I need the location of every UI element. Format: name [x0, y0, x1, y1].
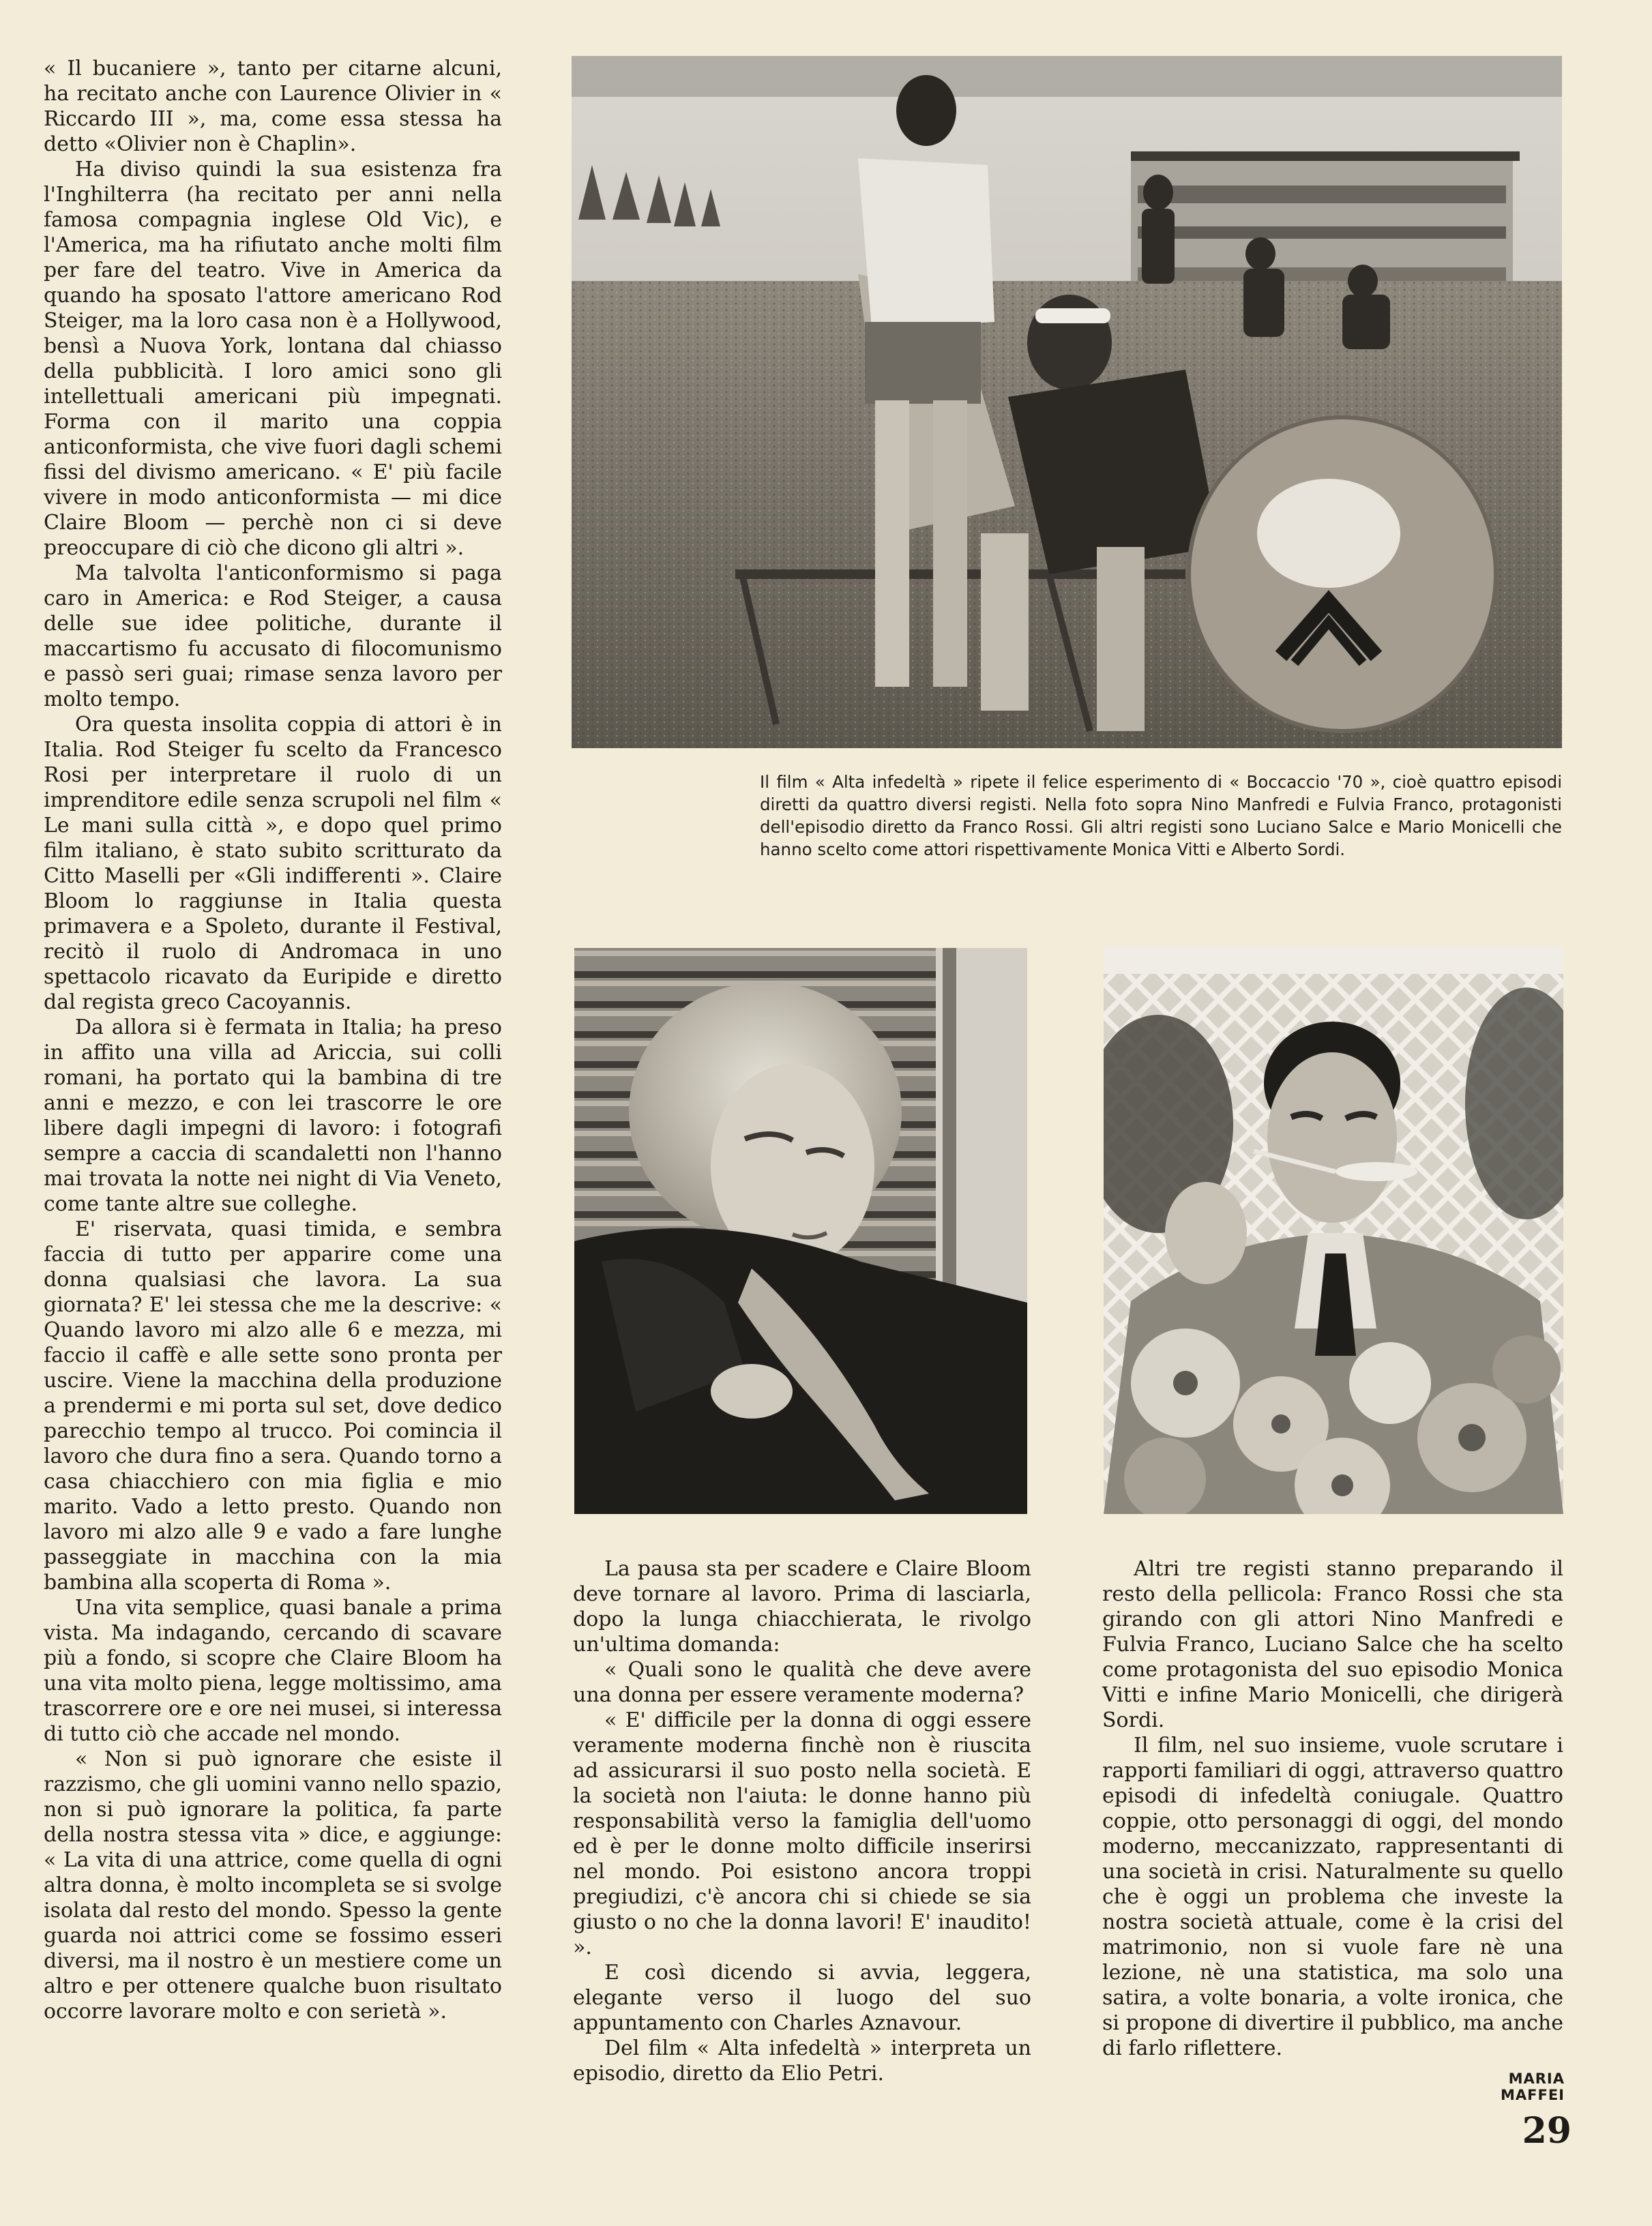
author-byline: MARIA MAFFEI: [1501, 2071, 1565, 2103]
article-paragraph: Del film « Alta infedeltà » interpreta un episodio, diretto da Elio Petri.: [573, 2036, 1031, 2086]
article-column-middle: [573, 1556, 1031, 2086]
article-paragraph: E' riservata, quasi timida, e sembra faccia di tutto per apparire come una donna qualsiasi che lavora. La sua giornata? E' lei stessa che me la descrive: « Quando lavoro mi alzo alle 6 e mezza, mi faccio il caffè e alle sette sono pronta per uscire. Viene la macchina della produzione a prendermi e mi porta sul set, dove dedico parecchio tempo al trucco. Poi comincia il lavoro che dura fino a sera. Quando torno a casa chiacchiero con mia figlia e mio marito. Vado a letto presto. Quando non lavoro mi alzo alle 9 e vado a fare lunghe passeggiate in macchina con la mia bambina alla scoperta di Roma ».: [44, 1217, 502, 1594]
man-portrait-image: [1104, 947, 1563, 1514]
article-paragraph: « E' difficile per la donna di oggi essere veramente moderna finchè non è riuscita ad assicurarsi il suo posto nella società. E la società non l'aiuta: le donne hanno più responsabilità verso la famiglia dell'uomo ed è per le donne molto difficile inserirsi nel mondo. Poi esistono ancora troppi pregiudizi, c'è ancora chi si chiede se sia giusto o no che la donna lavori! E' inaudito! ».: [573, 1708, 1031, 1959]
article-paragraph: Da allora si è fermata in Italia; ha preso in affito una villa ad Ariccia, sui colli romani, ha portato qui la bambina di tre anni e mezzo, e con lei trascorre le ore libere dagli impegni di lavoro: i fotografi sempre a caccia di scandaletti non l'hanno mai trovata la notte nei night di Via Veneto, come tante altre sue colleghe.: [44, 1015, 502, 1216]
man-portrait-photo: [1104, 947, 1563, 1514]
article-paragraph: « Non si può ignorare che esiste il razzismo, che gli uomini vanno nello spazio, non si può ignorare la politica, fa parte della nostra stessa vita » dice, e aggiunge: « La vita di una attrice, come quella di ogni altra donna, è molto incompleta se si svolge isolata dal resto del mondo. Spesso la gente guarda noi attrici come se fossimo esseri diversi, ma il nostro è un mestiere come un altro e per ottenere qualche buon risultato occorre lavorare molto e con serietà ».: [44, 1747, 502, 2023]
article-paragraph: Ora questa insolita coppia di attori è in Italia. Rod Steiger fu scelto da Francesco Rosi per interpretare il ruolo di un imprenditore edile senza scrupoli nel film « Le mani sulla città », e dopo quel primo film italiano, è stato subito scritturato da Citto Maselli per «Gli indifferenti ». Claire Bloom lo raggiunse in Italia questa primavera e a Spoleto, durante il Festival, recitò il ruolo di Andromaca in uno spettacolo ricavato da Euripide e diretto dal regista greco Cacoyannis.: [44, 713, 502, 1014]
photo-caption: Il film « Alta infedeltà » ripete il felice esperimento di « Boccaccio '70 », cioè quattro episodi diretti da quattro diversi registi. Nella foto sopra Nino Manfredi e Fulvia Franco, protagonisti dell'episodio diretto da Franco Rossi. Gli altri registi sono Luciano Salce e Mario Monicelli che hanno scelto come attori rispettivamente Monica Vitti e Alberto Sordi.: [760, 772, 1562, 859]
article-paragraph: Il film, nel suo insieme, vuole scrutare i rapporti familiari di oggi, attraverso quattro episodi di infedeltà coniugale. Quattro coppie, otto personaggi di oggi, del mondo moderno, meccanizzato, rappresentanti di una società in crisi. Naturalmente su quello che è oggi un problema che investe la nostra società attuale, come è la crisi del matrimonio, non si vuole fare nè una lezione, nè una statistica, ma solo una satira, a volte bonaria, a volte ironica, che si propone di divertire il pubblico, ma anche di farlo riflettere.: [1102, 1734, 1563, 2060]
article-paragraph: « Il bucaniere », tanto per citarne alcuni, ha recitato anche con Laurence Olivier in « Riccardo III », ma, come essa stessa ha detto «Olivier non è Chaplin».: [44, 57, 502, 156]
article-column-right: [1102, 1556, 1563, 2061]
article-column-left: [44, 56, 502, 2024]
beach-photo: [572, 56, 1562, 748]
article-paragraph: Ma talvolta l'anticonformismo si paga caro in America: e Rod Steiger, a causa delle sue idee politiche, durante il maccartismo fu accusato di filocomunismo e passò seri guai; rimase senza lavoro per molto tempo.: [44, 561, 502, 711]
article-paragraph: La pausa sta per scadere e Claire Bloom deve tornare al lavoro. Prima di lasciarla, dopo la lunga chiacchierata, le rivolgo un'ultima domanda:: [573, 1557, 1031, 1657]
woman-portrait-image: [574, 948, 1027, 1514]
beach-photo-image: [572, 56, 1562, 748]
article-paragraph: E così dicendo si avvia, leggera, elegante verso il luogo del suo appuntamento con Charles Aznavour.: [573, 1961, 1031, 2035]
page-number: 29: [1522, 2110, 1572, 2152]
article-paragraph: « Quali sono le qualità che deve avere una donna per essere veramente moderna?: [573, 1658, 1031, 1707]
woman-portrait-photo: [574, 948, 1027, 1514]
article-paragraph: Ha diviso quindi la sua esistenza fra l'Inghilterra (ha recitato per anni nella famosa compagnia inglese Old Vic), e l'America, ma ha rifiutato anche molti film per fare del teatro. Vive in America da quando ha sposato l'attore americano Rod Steiger, ma la loro casa non è a Hollywood, bensì a Nuova York, lontana dal chiasso della pubblicità. I loro amici sono gli intellettuali americani più impegnati. Forma con il marito una coppia anticonformista, che vive fuori dagli schemi fissi del divismo americano. « E' più facile vivere in modo anticonformista — mi dice Claire Bloom — perchè non ci si deve preoccupare di ciò che dicono gli altri ».: [44, 158, 502, 560]
article-paragraph: Una vita semplice, quasi banale a prima vista. Ma indagando, cercando di scavare più a fondo, si scopre che Claire Bloom ha una vita molto piena, legge moltissimo, ama trascorrere ore e ore nei musei, si interessa di tutto ciò che accade nel mondo.: [44, 1596, 502, 1746]
article-paragraph: Altri tre registi stanno preparando il resto della pellicola: Franco Rossi che sta girando con gli attori Nino Manfredi e Fulvia Franco, Luciano Salce che ha scelto come protagonista del suo episodio Monica Vitti e infine Mario Monicelli, che dirigerà Sordi.: [1102, 1557, 1563, 1732]
